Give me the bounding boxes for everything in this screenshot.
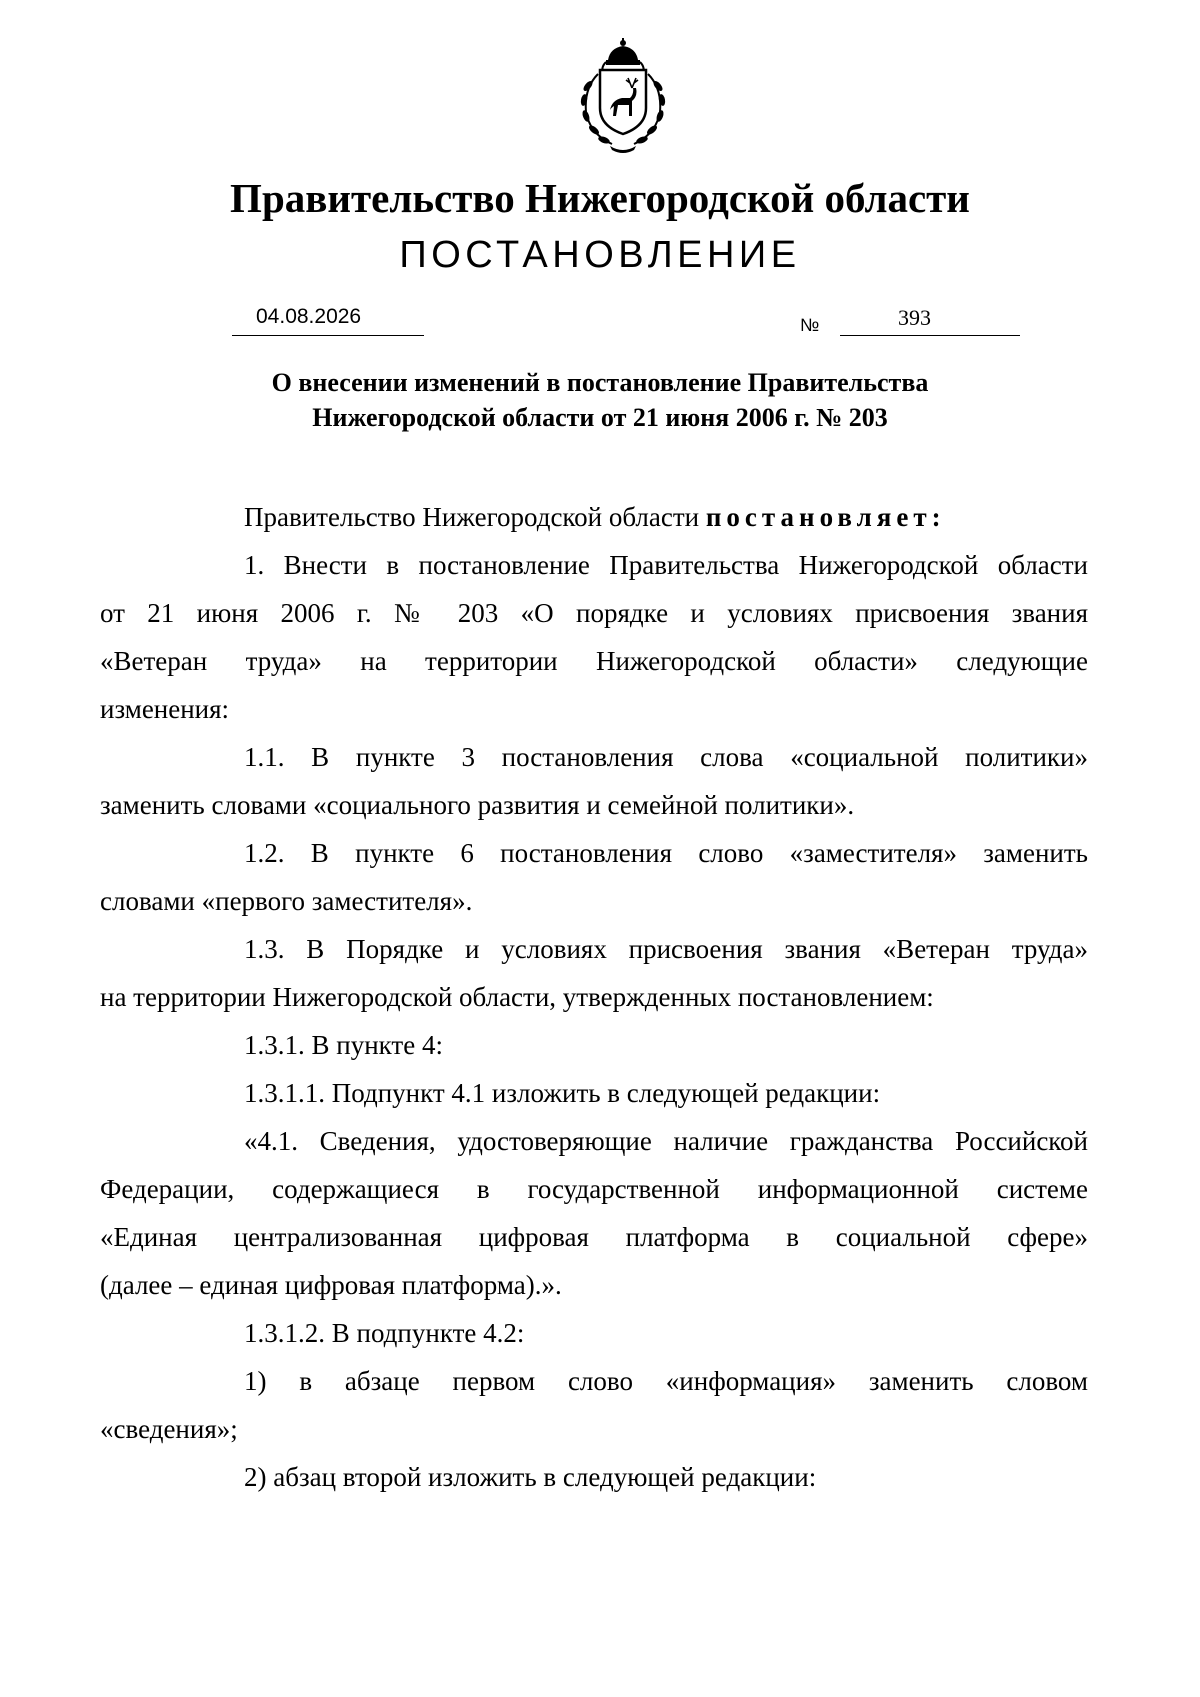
paragraph-line: «4.1. Сведения, удостоверяющие наличие гражданства Российской (244, 1126, 1088, 1156)
paragraph-line: (далее – единая цифровая платформа).». (100, 1270, 562, 1300)
document-subject (0, 365, 1200, 435)
preamble-verb: постановляет: (705, 502, 946, 532)
paragraph-line: 1.3.1. В пункте 4: (244, 1030, 443, 1060)
paragraph-line: 1.3. В Порядке и условиях присвоения звания «Ветеран труда» (244, 934, 1088, 964)
paragraph-1-3-1 (172, 1021, 1088, 1069)
document-date: 04.08.2026 (256, 305, 362, 328)
preamble (172, 493, 1088, 541)
paragraph-1-3-1-1 (172, 1069, 1088, 1117)
paragraph-line: от 21 июня 2006 г. № 203 «О порядке и условиях присвоения звания (100, 598, 1088, 628)
preamble-lead: Правительство Нижегородской области (244, 502, 700, 532)
paragraph-1-3-1-2 (172, 1309, 1088, 1357)
coat-of-arms-emblem (570, 38, 676, 154)
paragraph-line: «Единая централизованная цифровая платформа в социальной сфере» (100, 1222, 1088, 1252)
paragraph-line: 1.2. В пункте 6 постановления слово «заместителя» заменить (244, 838, 1088, 868)
organization-title: Правительство Нижегородской области (230, 175, 970, 221)
paragraph-line: на территории Нижегородской области, утвержденных постановлением: (100, 982, 934, 1012)
paragraph-line: Федерации, содержащиеся в государственной информационной системе (100, 1174, 1088, 1204)
document-number: 393 (898, 305, 931, 330)
list-item-1 (100, 1357, 1088, 1453)
paragraph-1-2 (100, 829, 1088, 925)
paragraph-line: словами «первого заместителя». (100, 886, 473, 916)
paragraph-1-3 (100, 925, 1088, 1021)
paragraph-4-1-quote (100, 1117, 1088, 1309)
paragraph-line: «сведения»; (100, 1414, 238, 1444)
paragraph-line: 1.1. В пункте 3 постановления слова «социальной политики» (244, 742, 1088, 772)
paragraph-line: изменения: (100, 694, 230, 724)
number-sign: № (800, 315, 820, 335)
paragraph-line: 1) в абзаце первом слово «информация» заменить словом (244, 1366, 1088, 1396)
document-type: ПОСТАНОВЛЕНИЕ (399, 234, 801, 276)
paragraph-line: 1. Внести в постановление Правительства Нижегородской области (244, 550, 1088, 580)
paragraph-line: 1.3.1.2. В подпункте 4.2: (244, 1318, 525, 1348)
subject-line-1: О внесении изменений в постановление Правительства (271, 368, 929, 397)
paragraph-line: «Ветеран труда» на территории Нижегородской области» следующие (100, 646, 1088, 676)
document-body (100, 493, 1088, 1501)
paragraph-line: 2) абзац второй изложить в следующей редакции: (244, 1462, 817, 1492)
paragraph-line: заменить словами «социального развития и семейной политики». (100, 790, 855, 820)
list-item-2 (172, 1453, 1088, 1501)
document-date-field (232, 305, 424, 336)
paragraph-1 (100, 541, 1088, 733)
paragraph-1-1 (100, 733, 1088, 829)
paragraph-line: 1.3.1.1. Подпункт 4.1 изложить в следующей редакции: (244, 1078, 881, 1108)
subject-line-2: Нижегородской области от 21 июня 2006 г. № 203 (312, 403, 888, 432)
document-number-field (840, 305, 1020, 336)
